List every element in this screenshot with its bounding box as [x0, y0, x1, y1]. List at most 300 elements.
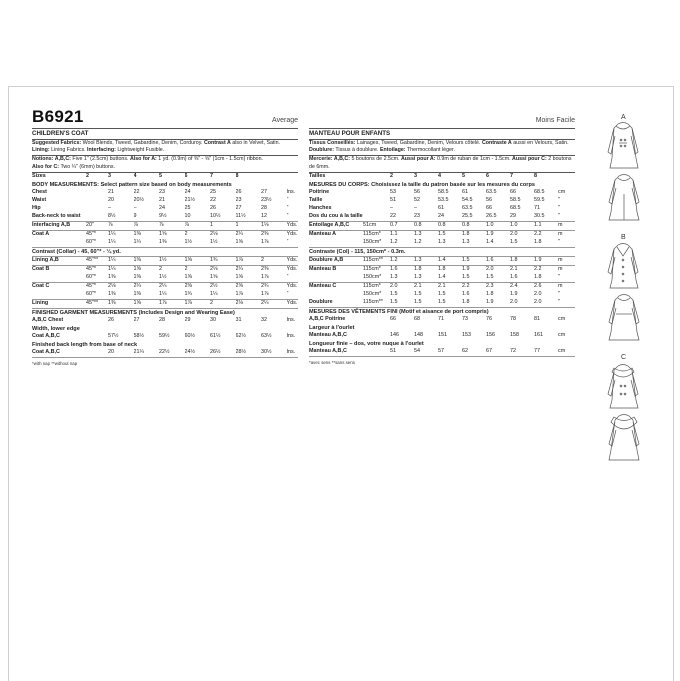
- table-cell: 1.5: [390, 299, 398, 306]
- table-cell: 1⅜: [133, 231, 141, 238]
- table-cell: 56: [486, 197, 492, 204]
- table-cell: 2½: [210, 283, 218, 290]
- table-cell: 62½: [235, 333, 246, 340]
- table-cell: 27: [261, 189, 267, 196]
- table-cell: 1.6: [462, 291, 470, 298]
- table-cell: 62: [462, 348, 468, 355]
- table-cell: 4: [438, 173, 441, 180]
- table-cell: 9: [133, 213, 137, 220]
- table-cell: 2⅝: [235, 283, 243, 290]
- table-cell: 7: [210, 173, 213, 180]
- table-cell: 161: [534, 332, 543, 339]
- table-cell: 1.3: [414, 231, 422, 238]
- table-cell: 148: [414, 332, 423, 339]
- table-cell: 1.1: [390, 231, 398, 238]
- table-cell: 45"*: [86, 266, 97, 273]
- table-cell: 1⅝: [235, 239, 243, 246]
- table-cell: 25: [210, 189, 216, 196]
- table-cell: 28½: [235, 349, 246, 356]
- table-cell: 23: [235, 197, 242, 204]
- table-cell: 1¼: [108, 231, 116, 238]
- row-label: Tailles: [309, 173, 326, 180]
- table-cell: 12: [261, 213, 267, 220]
- table-cell: ": [558, 197, 560, 204]
- table-cell: 2.2: [534, 231, 542, 238]
- table-cell: 1.5: [462, 274, 470, 281]
- difficulty-en: Average: [272, 117, 298, 124]
- footnote-en: *with nap **without nap: [32, 361, 78, 367]
- view-letter-c: C: [621, 354, 627, 361]
- table-cell: 56: [414, 189, 420, 196]
- table-cell: 30: [210, 317, 216, 324]
- table-cell: 2.0: [534, 291, 542, 298]
- table-cell: 1⅜: [133, 257, 141, 264]
- table-cell: Yds.: [286, 222, 298, 229]
- table-cell: 158: [510, 332, 519, 339]
- table-cell: 2.0: [390, 283, 398, 290]
- table-cell: 60½: [184, 333, 195, 340]
- table-cell: 1.4: [438, 257, 446, 264]
- table-cell: 3: [108, 173, 111, 180]
- table-cell: 0.8: [462, 222, 470, 229]
- table-cell: 1: [235, 222, 239, 229]
- table-cell: 8½: [108, 213, 116, 220]
- table-row: [309, 197, 575, 205]
- table-row: [32, 231, 298, 239]
- table-cell: 31: [235, 317, 242, 324]
- table-cell: 1.5: [438, 291, 446, 298]
- table-cell: 1⅜: [133, 291, 141, 298]
- table-cell: 1⅜: [133, 274, 141, 281]
- row-label: Lining A,B: [32, 257, 59, 264]
- notions-fr: Mercerie: A,B,C: 5 boutons de 2.5cm. Aussi pour A: 0.9m de ruban de 1cm - 1.5cm. Aussi pour C: 2 boutons de 6mm.: [309, 156, 572, 170]
- table-cell: 2.0: [510, 299, 518, 306]
- table-cell: 1¼: [108, 239, 116, 246]
- table-cell: Ins.: [286, 333, 296, 340]
- row-label: Sizes: [32, 173, 46, 180]
- table-cell: 1.1: [534, 222, 542, 229]
- table-cell: 60"*: [86, 239, 97, 246]
- table-cell: 71: [534, 205, 540, 212]
- table-cell: 22: [133, 189, 140, 196]
- table-cell: 1.8: [462, 299, 470, 306]
- table-cell: 1.9: [462, 266, 470, 273]
- table-cell: 1¾: [184, 291, 192, 298]
- table-cell: 7: [510, 173, 513, 180]
- table-cell: 26: [210, 205, 216, 212]
- table-cell: 63½: [261, 333, 272, 340]
- table-cell: 1.6: [390, 266, 398, 273]
- table-cell: 45"**: [86, 300, 99, 307]
- fabrics-fr: Tissus Conseillés: Lainages, Tweed, Gabardine, Denim, Velours côtelé. Contraste A aussi en Velours, Satin. Doublure: Tissus à doublure. Entoilage: Thermocollant léger.: [309, 139, 569, 153]
- table-cell: 28: [159, 317, 165, 324]
- table-cell: 1.8: [438, 266, 446, 273]
- pattern-number: B6921: [32, 107, 84, 126]
- table-cell: 1.4: [486, 239, 494, 246]
- table-cell: 2.0: [486, 266, 494, 273]
- row-label: Interfacing A,B: [32, 222, 71, 229]
- table-row: [32, 291, 298, 299]
- french-column: [309, 108, 575, 367]
- row-label: Manteau A,B,C: [309, 332, 347, 339]
- difficulty-fr: Moins Facile: [535, 117, 575, 124]
- table-row: [309, 189, 575, 197]
- table-cell: 76: [486, 316, 492, 323]
- table-cell: 1⅝: [184, 274, 192, 281]
- table-separator: [32, 357, 298, 358]
- table-cell: cm: [558, 332, 566, 339]
- table-cell: 2: [184, 231, 188, 238]
- title-en: CHILDREN'S COAT: [32, 130, 89, 137]
- table-cell: 1⅝: [159, 231, 167, 238]
- table-cell: 5: [159, 173, 162, 180]
- table-cell: 1⅝: [210, 274, 218, 281]
- table-cell: 1¼: [210, 291, 218, 298]
- table-section-heading: Contrast (Collar) - 45, 60"* - ¼ yd.: [32, 249, 121, 256]
- table-row: [309, 239, 575, 247]
- table-cell: 27: [235, 205, 242, 212]
- table-section-heading: Width, lower edge: [32, 326, 80, 333]
- table-cell: 2: [210, 300, 213, 307]
- table-cell: 1⅞: [235, 291, 243, 298]
- table-cell: ": [286, 197, 289, 204]
- table-cell: 22½: [159, 349, 170, 356]
- table-cell: 1.8: [534, 239, 542, 246]
- table-cell: 53: [390, 189, 396, 196]
- coat-c-front-icon: [608, 365, 638, 409]
- table-row: [309, 348, 575, 356]
- notions-en: Notions: A,B,C: Five 1" (2.5cm) buttons. Also for A: 1 yd. (0.9m) of ⅜" - ⅝" (1cm - 1.5cm) ribbon. Also for C: Two ¼" (6mm) buttons.: [32, 156, 264, 170]
- table-cell: 21: [159, 197, 165, 204]
- row-label: Poitrine: [309, 189, 330, 196]
- row-label: A,B,C Chest: [32, 317, 64, 324]
- table-cell: 1⅛: [261, 222, 269, 229]
- table-cell: ": [286, 274, 289, 281]
- table-cell: 1.2: [414, 239, 422, 246]
- table-cell: 21: [108, 189, 114, 196]
- table-cell: 2.2: [462, 283, 470, 290]
- table-cell: 54.5: [462, 197, 473, 204]
- table-cell: 1: [210, 222, 213, 229]
- table-row: [32, 300, 298, 308]
- table-cell: cm: [558, 189, 566, 196]
- table-cell: 1.5: [438, 231, 446, 238]
- table-cell: 67: [486, 348, 492, 355]
- coat-a-back-icon: [609, 175, 639, 221]
- table-section-heading: MESURES DES VÊTEMENTS FINI (Motif et aisance de port compris): [309, 309, 489, 316]
- table-cell: 73: [462, 316, 468, 323]
- table-cell: 1.6: [486, 257, 494, 264]
- table-section-heading: Largeur à l'ourlet: [309, 325, 355, 332]
- row-label: Coat B: [32, 266, 50, 273]
- table-cell: 1.9: [534, 257, 542, 264]
- table-cell: 32: [261, 317, 267, 324]
- table-cell: 4: [133, 173, 137, 180]
- table-section-heading: FINISHED GARMENT MEASUREMENTS (Includes Design and Wearing Ease): [32, 310, 235, 317]
- table-cell: Ins.: [286, 349, 296, 356]
- table-cell: 45"*: [86, 231, 97, 238]
- table-cell: –: [390, 205, 393, 212]
- table-section-heading: Finished back length from base of neck: [32, 342, 138, 349]
- table-cell: 115cm*: [363, 266, 381, 273]
- table-cell: 1.8: [534, 274, 542, 281]
- coat-c-back-icon: [609, 415, 639, 461]
- table-cell: 5: [462, 173, 465, 180]
- table-cell: 1.3: [438, 239, 446, 246]
- table-cell: 115cm*: [363, 283, 381, 290]
- table-cell: 1.8: [510, 257, 518, 264]
- table-cell: 2: [159, 266, 162, 273]
- table-cell: 0.8: [414, 222, 422, 229]
- table-cell: 26: [235, 189, 242, 196]
- table-cell: 20½: [133, 197, 144, 204]
- table-cell: 2⅜: [261, 266, 269, 273]
- table-cell: 150cm*: [363, 239, 382, 246]
- table-cell: 1.9: [486, 299, 494, 306]
- table-cell: ⅞: [133, 222, 138, 229]
- table-cell: ": [558, 291, 560, 298]
- row-label: Hanches: [309, 205, 332, 212]
- table-row: [309, 257, 575, 265]
- table-cell: 1⅞: [159, 300, 167, 307]
- table-cell: 1⅞: [184, 300, 192, 307]
- row-label: Chest: [32, 189, 47, 196]
- table-cell: 2⅜: [261, 231, 269, 238]
- table-cell: 1½: [159, 274, 167, 281]
- table-cell: 2⅛: [210, 266, 218, 273]
- table-cell: 20: [108, 349, 114, 356]
- table-cell: cm: [558, 348, 566, 355]
- table-cell: 1.4: [438, 274, 446, 281]
- table-cell: 1.0: [510, 222, 518, 229]
- table-cell: Yds.: [286, 266, 298, 273]
- table-cell: 1¼: [159, 291, 167, 298]
- table-cell: 1.8: [462, 231, 470, 238]
- row-label: Coat A,B,C: [32, 349, 60, 356]
- row-label: Doublure A,B: [309, 257, 344, 264]
- coat-b-back-icon: [609, 295, 639, 341]
- table-cell: 6: [184, 173, 188, 180]
- table-cell: 2¼: [235, 266, 243, 273]
- table-cell: 1⅜: [159, 239, 167, 246]
- table-cell: 66: [510, 189, 516, 196]
- table-cell: 22: [390, 213, 396, 220]
- table-cell: 1.5: [390, 291, 398, 298]
- table-cell: 2.4: [510, 283, 518, 290]
- yardage-table-fr: [309, 173, 575, 357]
- table-cell: 20": [86, 222, 94, 229]
- table-cell: 60"*: [86, 291, 97, 298]
- table-cell: 1.6: [510, 274, 518, 281]
- table-cell: 3: [414, 173, 417, 180]
- table-cell: 1¼: [133, 239, 141, 246]
- table-cell: –: [108, 205, 111, 212]
- table-cell: Yds.: [286, 257, 298, 264]
- table-cell: 150cm*: [363, 291, 382, 298]
- table-cell: 2⅛: [235, 300, 243, 307]
- table-section-heading: Longueur finie – dos, votre nuque à l'ourlet: [309, 341, 424, 348]
- table-row: [32, 222, 298, 230]
- table-cell: 2.1: [414, 283, 422, 290]
- table-cell: 2.0: [510, 231, 518, 238]
- table-cell: 54: [414, 348, 420, 355]
- table-cell: 30.5: [534, 213, 545, 220]
- table-row: [32, 349, 298, 357]
- table-cell: 1⅞: [261, 274, 269, 281]
- table-cell: 1.2: [390, 239, 398, 246]
- fabrics-en: Suggested Fabrics: Wool Blends, Tweed, Gabardine, Denim, Corduroy. Contrast A also in Velvet, Satin. Lining: Lining Fabrics. Interfacing: Lightweight Fusible.: [32, 139, 281, 153]
- table-cell: 1⅜: [108, 274, 116, 281]
- table-cell: 30½: [261, 349, 272, 356]
- row-label: Waist: [32, 197, 47, 204]
- table-cell: 2: [390, 173, 393, 180]
- row-label: Coat A,B,C: [32, 333, 60, 340]
- table-cell: 20: [108, 197, 114, 204]
- table-cell: 45"**: [86, 257, 99, 264]
- table-cell: 2.3: [486, 283, 494, 290]
- table-cell: 6: [486, 173, 489, 180]
- table-section-heading: Contraste (Col) - 115, 150cm* - 0.3m.: [309, 249, 406, 256]
- table-cell: 2: [261, 257, 264, 264]
- table-cell: ": [286, 239, 289, 246]
- table-cell: ": [558, 239, 560, 246]
- table-cell: 2⅛: [108, 283, 116, 290]
- table-cell: ": [286, 205, 289, 212]
- table-row: [32, 257, 298, 265]
- table-cell: 0.8: [438, 222, 446, 229]
- table-cell: 1½: [210, 239, 218, 246]
- table-cell: 2.1: [438, 283, 446, 290]
- table-cell: 68.5: [510, 205, 521, 212]
- table-row: [309, 291, 575, 299]
- table-cell: 1.5: [414, 291, 422, 298]
- table-cell: 10½: [210, 213, 221, 220]
- table-cell: 1⅝: [133, 266, 141, 273]
- table-cell: Ins.: [286, 317, 296, 324]
- table-cell: 61: [462, 189, 468, 196]
- table-cell: 26½: [210, 349, 221, 356]
- table-cell: 156: [486, 332, 495, 339]
- table-cell: 1½: [159, 257, 167, 264]
- table-cell: –: [133, 205, 137, 212]
- table-row: [32, 274, 298, 282]
- table-row: [32, 333, 298, 341]
- table-row: [32, 197, 298, 205]
- table-row: [309, 316, 575, 324]
- table-cell: 59.5: [534, 197, 545, 204]
- table-cell: 58.5: [438, 189, 449, 196]
- table-cell: 1⅝: [133, 300, 141, 307]
- table-cell: 1.9: [486, 231, 494, 238]
- table-cell: 1.3: [414, 257, 422, 264]
- table-cell: 1.3: [390, 274, 398, 281]
- table-cell: 66: [390, 316, 396, 323]
- table-cell: 1.8: [486, 291, 494, 298]
- row-label: Coat C: [32, 283, 50, 290]
- table-cell: 78: [510, 316, 516, 323]
- table-cell: 2⅜: [184, 283, 192, 290]
- table-cell: 153: [462, 332, 471, 339]
- table-cell: Yds.: [286, 283, 298, 290]
- table-cell: 51cm: [363, 222, 377, 229]
- table-cell: 58.5: [510, 197, 521, 204]
- table-cell: 10: [184, 213, 191, 220]
- table-cell: ⅞: [184, 222, 189, 229]
- table-cell: 2¾: [261, 283, 269, 290]
- table-row: [309, 274, 575, 282]
- row-label: A,B,C Poitrine: [309, 316, 346, 323]
- table-separator: [309, 356, 575, 357]
- row-label: Lining: [32, 300, 49, 307]
- table-cell: 26: [108, 317, 114, 324]
- table-cell: 77: [534, 348, 540, 355]
- table-cell: 1.5: [414, 299, 422, 306]
- table-cell: 1¾: [210, 257, 218, 264]
- table-cell: 1⅞: [261, 291, 269, 298]
- table-row: [309, 222, 575, 230]
- table-section-heading: BODY MEASUREMENTS: Select pattern size based on body measurements: [32, 182, 232, 189]
- yardage-table-en: [32, 173, 298, 358]
- table-cell: Yds.: [286, 231, 298, 238]
- table-cell: 25: [184, 205, 191, 212]
- table-cell: 1⅜: [108, 291, 116, 298]
- table-cell: 146: [390, 332, 399, 339]
- table-cell: 71: [438, 316, 444, 323]
- table-cell: 115cm*: [363, 231, 381, 238]
- view-letter-a: A: [621, 114, 626, 121]
- table-cell: 9½: [159, 213, 167, 220]
- row-label: Hip: [32, 205, 41, 212]
- table-cell: 63.5: [486, 189, 497, 196]
- table-cell: 24: [184, 189, 191, 196]
- table-cell: ": [558, 299, 560, 306]
- table-row: [309, 332, 575, 340]
- table-cell: 1.0: [486, 222, 494, 229]
- table-cell: 52: [414, 197, 420, 204]
- table-cell: m: [558, 266, 563, 273]
- table-cell: 2.6: [534, 283, 542, 290]
- table-cell: 28: [261, 205, 267, 212]
- table-cell: –: [414, 205, 417, 212]
- english-column: [32, 108, 298, 368]
- table-cell: m: [558, 231, 563, 238]
- table-cell: 59½: [159, 333, 170, 340]
- table-cell: 25.5: [462, 213, 473, 220]
- table-cell: 58½: [133, 333, 144, 340]
- table-cell: 1.5: [462, 257, 470, 264]
- table-cell: 53.5: [438, 197, 449, 204]
- table-cell: 1.8: [414, 266, 422, 273]
- row-label: Taille: [309, 197, 323, 204]
- table-cell: 2⅛: [210, 231, 218, 238]
- table-cell: 1¼: [108, 257, 116, 264]
- table-cell: ": [558, 205, 560, 212]
- table-cell: 72: [510, 348, 516, 355]
- table-cell: m: [558, 257, 563, 264]
- garment-illustrations: [592, 110, 662, 470]
- table-cell: Ins.: [286, 189, 296, 196]
- table-cell: ": [558, 213, 560, 220]
- table-header-row: [309, 173, 575, 181]
- table-cell: 151: [438, 332, 447, 339]
- table-cell: 1⅝: [235, 274, 243, 281]
- table-cell: ⅞: [159, 222, 164, 229]
- table-cell: m: [558, 222, 563, 229]
- row-label: Coat A: [32, 231, 50, 238]
- table-cell: cm: [558, 316, 566, 323]
- table-cell: 2.2: [534, 266, 542, 273]
- table-row: [309, 266, 575, 274]
